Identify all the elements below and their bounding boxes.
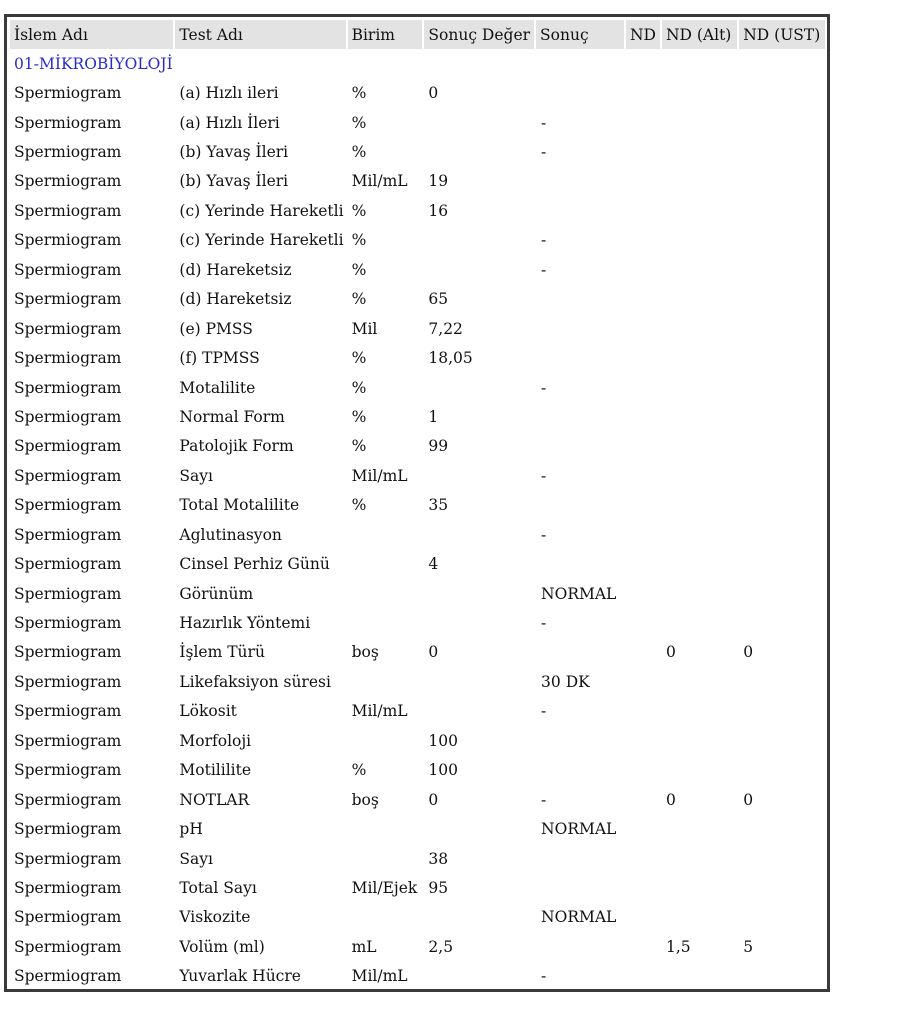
cell-birim: boş [351,790,379,809]
table-row [10,579,827,608]
cell-nd-ust [739,432,827,461]
cell-sonuc-deger: 35 [428,496,449,515]
cell-sonuc-deger: 4 [428,555,439,574]
cell-sonuc-deger [424,667,536,696]
group-row [10,49,827,78]
cell-test-adi: (a) Hızlı İleri [179,113,280,132]
cell-nd-alt [662,196,739,225]
cell-sonuc-deger: 0 [428,790,439,809]
cell-birim: % [351,84,367,103]
header-nd-ust: ND (UST) [739,20,827,49]
table-row [10,491,827,520]
cell-nd [626,343,662,372]
header-nd-alt: ND (Alt) [662,20,739,49]
cell-islem-adi: Spermiogram [14,731,122,750]
cell-nd [626,314,662,343]
cell-islem-adi: Spermiogram [14,231,122,250]
cell-sonuc [536,549,626,578]
cell-nd [626,903,662,932]
cell-birim [348,726,425,755]
cell-nd-ust [739,255,827,284]
cell-nd-ust [739,903,827,932]
table-row [10,608,827,637]
cell-test-adi: (b) Yavaş İleri [179,143,289,162]
cell-sonuc: - [541,231,547,250]
table-row [10,226,827,255]
cell-nd [626,638,662,667]
cell-nd-ust [739,137,827,166]
cell-islem-adi: Spermiogram [14,349,122,368]
cell-sonuc-deger: 0 [428,84,439,103]
cell-nd-alt [662,167,739,196]
cell-nd-ust [739,373,827,402]
cell-test-adi: Motililite [179,761,252,780]
cell-birim [348,844,425,873]
table-row [10,255,827,284]
cell-test-adi: Cinsel Perhiz Günü [179,555,330,574]
header-nd: ND [626,20,662,49]
cell-nd [626,579,662,608]
cell-sonuc: - [541,466,547,485]
header-row [10,20,827,49]
cell-islem-adi: Spermiogram [14,761,122,780]
cell-islem-adi: Spermiogram [14,643,122,662]
cell-sonuc [536,196,626,225]
cell-sonuc [536,726,626,755]
cell-nd-alt [662,314,739,343]
cell-nd-alt [662,373,739,402]
cell-nd-ust [739,285,827,314]
cell-nd [626,844,662,873]
cell-islem-adi: Spermiogram [14,143,122,162]
cell-sonuc: NORMAL [541,584,617,603]
cell-birim: % [351,290,367,309]
cell-sonuc-deger [424,579,536,608]
cell-test-adi: Yuvarlak Hücre [179,967,301,986]
cell-sonuc-deger [424,608,536,637]
cell-islem-adi: Spermiogram [14,820,122,839]
cell-sonuc [536,932,626,961]
cell-birim: % [351,378,367,397]
cell-nd [626,785,662,814]
cell-sonuc-deger: 19 [428,172,449,191]
cell-birim: % [351,143,367,162]
cell-sonuc [536,756,626,785]
cell-test-adi: (b) Yavaş İleri [179,172,289,191]
cell-test-adi: NOTLAR [179,790,250,809]
cell-sonuc: - [541,260,547,279]
table-row [10,962,827,991]
cell-nd-alt [662,255,739,284]
cell-test-adi: (f) TPMSS [179,349,260,368]
table-row [10,461,827,490]
cell-sonuc-deger: 65 [428,290,449,309]
cell-islem-adi: Spermiogram [14,172,122,191]
cell-test-adi: Motalilite [179,378,256,397]
cell-sonuc-deger: 7,22 [428,319,463,338]
cell-nd-alt [662,402,739,431]
cell-islem-adi: Spermiogram [14,908,122,927]
cell-nd-ust [739,549,827,578]
cell-islem-adi: Spermiogram [14,290,122,309]
cell-birim: % [351,113,367,132]
cell-sonuc-deger [424,461,536,490]
cell-sonuc [536,314,626,343]
cell-nd [626,814,662,843]
cell-nd [626,402,662,431]
cell-test-adi: (e) PMSS [179,319,253,338]
cell-nd-alt [662,608,739,637]
cell-nd [626,255,662,284]
cell-islem-adi: Spermiogram [14,260,122,279]
cell-test-adi: (a) Hızlı ileri [179,84,279,103]
cell-nd-alt [662,520,739,549]
header-sonuc: Sonuç [536,20,626,49]
cell-nd [626,78,662,107]
cell-test-adi: Morfoloji [179,731,252,750]
table-row [10,343,827,372]
cell-nd-alt [662,108,739,137]
group-label: 01-MİKROBİYOLOJİ [14,54,173,73]
cell-nd-ust [739,78,827,107]
results-frame [4,14,830,992]
table-row [10,903,827,932]
cell-islem-adi: Spermiogram [14,672,122,691]
cell-islem-adi: Spermiogram [14,496,122,515]
cell-nd [626,932,662,961]
table-row [10,785,827,814]
cell-nd-alt: 1,5 [665,937,691,956]
cell-nd-alt [662,962,739,991]
cell-nd-alt [662,814,739,843]
cell-islem-adi: Spermiogram [14,790,122,809]
cell-nd-alt [662,226,739,255]
cell-birim [348,903,425,932]
cell-nd [626,608,662,637]
cell-nd [626,432,662,461]
cell-sonuc: 30 DK [541,672,590,691]
cell-islem-adi: Spermiogram [14,466,122,485]
cell-sonuc: - [541,113,547,132]
cell-sonuc-deger [424,962,536,991]
cell-birim [348,667,425,696]
cell-nd-alt [662,432,739,461]
table-row [10,726,827,755]
cell-sonuc-deger: 100 [428,761,458,780]
cell-sonuc-deger: 100 [428,731,458,750]
table-row [10,873,827,902]
cell-birim: Mil [351,319,378,338]
cell-nd [626,520,662,549]
cell-nd-ust [739,697,827,726]
cell-birim: Mil/mL [351,702,408,721]
cell-nd-ust [739,461,827,490]
table-row [10,756,827,785]
cell-islem-adi: Spermiogram [14,113,122,132]
cell-birim [348,579,425,608]
cell-test-adi: Lökosit [179,702,237,721]
cell-birim: Mil/mL [351,172,408,191]
cell-nd [626,667,662,696]
table-row [10,638,827,667]
cell-test-adi: Sayı [179,849,213,868]
table-row [10,167,827,196]
cell-nd-alt [662,697,739,726]
cell-islem-adi: Spermiogram [14,407,122,426]
cell-test-adi: Normal Form [179,407,285,426]
table-row [10,697,827,726]
cell-nd-ust [739,667,827,696]
cell-nd-ust [739,726,827,755]
cell-nd-alt [662,726,739,755]
cell-nd-ust [739,962,827,991]
cell-nd-ust [739,226,827,255]
cell-nd-ust [739,520,827,549]
cell-nd [626,373,662,402]
table-row [10,667,827,696]
table-row [10,108,827,137]
cell-islem-adi: Spermiogram [14,525,122,544]
cell-test-adi: (c) Yerinde Hareketli [179,231,344,250]
cell-islem-adi: Spermiogram [14,84,122,103]
cell-nd-alt [662,78,739,107]
cell-birim [348,549,425,578]
cell-sonuc-deger: 2,5 [428,937,454,956]
cell-nd-alt [662,343,739,372]
cell-sonuc [536,285,626,314]
cell-nd-alt [662,667,739,696]
cell-birim: % [351,231,367,250]
header-birim: Birim [348,20,425,49]
cell-nd [626,697,662,726]
cell-sonuc [536,78,626,107]
table-row [10,373,827,402]
cell-sonuc-deger [424,903,536,932]
table-row [10,196,827,225]
cell-sonuc-deger: 38 [428,849,449,868]
cell-birim [348,608,425,637]
cell-nd-alt [662,903,739,932]
cell-test-adi: Likefaksiyon süresi [179,672,331,691]
cell-sonuc: - [541,525,547,544]
cell-sonuc-deger: 1 [428,407,439,426]
cell-sonuc-deger [424,255,536,284]
cell-nd-alt [662,756,739,785]
cell-islem-adi: Spermiogram [14,201,122,220]
header-sonuc-deger: Sonuç Değer [424,20,536,49]
cell-nd [626,167,662,196]
cell-birim: % [351,349,367,368]
table-row [10,932,827,961]
cell-nd-ust: 5 [743,937,754,956]
cell-sonuc [536,167,626,196]
table-row [10,844,827,873]
cell-islem-adi: Spermiogram [14,584,122,603]
cell-nd-ust [739,314,827,343]
cell-nd [626,726,662,755]
cell-islem-adi: Spermiogram [14,319,122,338]
cell-nd-ust [739,491,827,520]
header-test-adi: Test Adı [175,20,347,49]
cell-sonuc: NORMAL [541,820,617,839]
cell-sonuc-deger [424,697,536,726]
cell-birim: Mil/mL [351,466,408,485]
cell-nd-ust [739,814,827,843]
cell-nd [626,873,662,902]
table-row [10,402,827,431]
cell-test-adi: Sayı [179,466,213,485]
cell-test-adi: Total Sayı [179,878,257,897]
cell-sonuc-deger [424,814,536,843]
cell-nd-ust [739,108,827,137]
table-row [10,520,827,549]
cell-nd-ust [739,196,827,225]
cell-nd [626,196,662,225]
cell-test-adi: Hazırlık Yöntemi [179,614,311,633]
cell-birim: % [351,260,367,279]
cell-islem-adi: Spermiogram [14,555,122,574]
cell-birim: Mil/mL [351,967,408,986]
cell-birim: % [351,407,367,426]
cell-nd-alt [662,579,739,608]
cell-nd-ust: 0 [743,643,754,662]
cell-nd-ust: 0 [743,790,754,809]
table-row [10,814,827,843]
cell-islem-adi: Spermiogram [14,849,122,868]
cell-test-adi: İşlem Türü [179,643,265,662]
cell-test-adi: Volüm (ml) [179,937,265,956]
cell-test-adi: (d) Hareketsiz [179,260,292,279]
cell-nd [626,962,662,991]
cell-birim [348,814,425,843]
cell-test-adi: Total Motalilite [179,496,300,515]
cell-test-adi: Aglutinasyon [179,525,282,544]
cell-islem-adi: Spermiogram [14,878,122,897]
cell-birim: mL [351,937,377,956]
cell-nd-alt [662,873,739,902]
cell-islem-adi: Spermiogram [14,614,122,633]
cell-test-adi: (c) Yerinde Hareketli [179,201,344,220]
cell-sonuc: - [541,967,547,986]
cell-test-adi: pH [179,820,203,839]
cell-nd-alt [662,549,739,578]
cell-sonuc [536,402,626,431]
cell-sonuc: NORMAL [541,908,617,927]
cell-nd-alt [662,285,739,314]
lab-results-table [10,20,827,991]
table-row [10,137,827,166]
cell-nd-ust [739,608,827,637]
cell-nd-alt [662,461,739,490]
cell-sonuc: - [541,702,547,721]
cell-nd-alt: 0 [665,643,676,662]
table-row [10,78,827,107]
cell-nd-alt [662,844,739,873]
cell-sonuc-deger: 0 [428,643,439,662]
cell-nd [626,461,662,490]
cell-birim [348,520,425,549]
cell-birim: % [351,437,367,456]
cell-islem-adi: Spermiogram [14,937,122,956]
header-islem-adi: İslem Adı [10,20,175,49]
cell-sonuc-deger [424,137,536,166]
cell-sonuc [536,432,626,461]
cell-nd-ust [739,343,827,372]
cell-nd-alt [662,491,739,520]
cell-sonuc-deger [424,373,536,402]
cell-sonuc: - [541,790,547,809]
cell-islem-adi: Spermiogram [14,437,122,456]
cell-nd [626,226,662,255]
table-row [10,432,827,461]
cell-nd-ust [739,167,827,196]
cell-sonuc-deger: 18,05 [428,349,473,368]
cell-sonuc [536,638,626,667]
table-row [10,285,827,314]
cell-islem-adi: Spermiogram [14,702,122,721]
cell-sonuc-deger: 95 [428,878,449,897]
cell-sonuc: - [541,378,547,397]
cell-nd [626,108,662,137]
cell-sonuc [536,844,626,873]
cell-nd [626,491,662,520]
cell-test-adi: Patolojik Form [179,437,294,456]
cell-birim: boş [351,643,379,662]
cell-nd-ust [739,873,827,902]
cell-nd-ust [739,756,827,785]
cell-nd [626,756,662,785]
table-row [10,549,827,578]
cell-birim: Mil/Ejek [351,878,418,897]
cell-birim: % [351,201,367,220]
cell-sonuc [536,343,626,372]
cell-test-adi: Görünüm [179,584,254,603]
cell-sonuc-deger: 99 [428,437,449,456]
cell-sonuc [536,873,626,902]
cell-birim: % [351,496,367,515]
cell-nd-ust [739,402,827,431]
cell-nd-ust [739,844,827,873]
table-row [10,314,827,343]
cell-birim: % [351,761,367,780]
cell-nd-alt [662,137,739,166]
cell-test-adi: Viskozite [179,908,251,927]
cell-islem-adi: Spermiogram [14,967,122,986]
cell-sonuc [536,491,626,520]
cell-nd [626,549,662,578]
cell-nd-ust [739,579,827,608]
cell-nd [626,285,662,314]
cell-sonuc: - [541,614,547,633]
cell-sonuc-deger [424,520,536,549]
cell-sonuc-deger [424,108,536,137]
cell-islem-adi: Spermiogram [14,378,122,397]
cell-sonuc-deger [424,226,536,255]
cell-sonuc-deger: 16 [428,201,449,220]
cell-test-adi: (d) Hareketsiz [179,290,292,309]
cell-nd-alt: 0 [665,790,676,809]
cell-sonuc: - [541,143,547,162]
cell-nd [626,137,662,166]
